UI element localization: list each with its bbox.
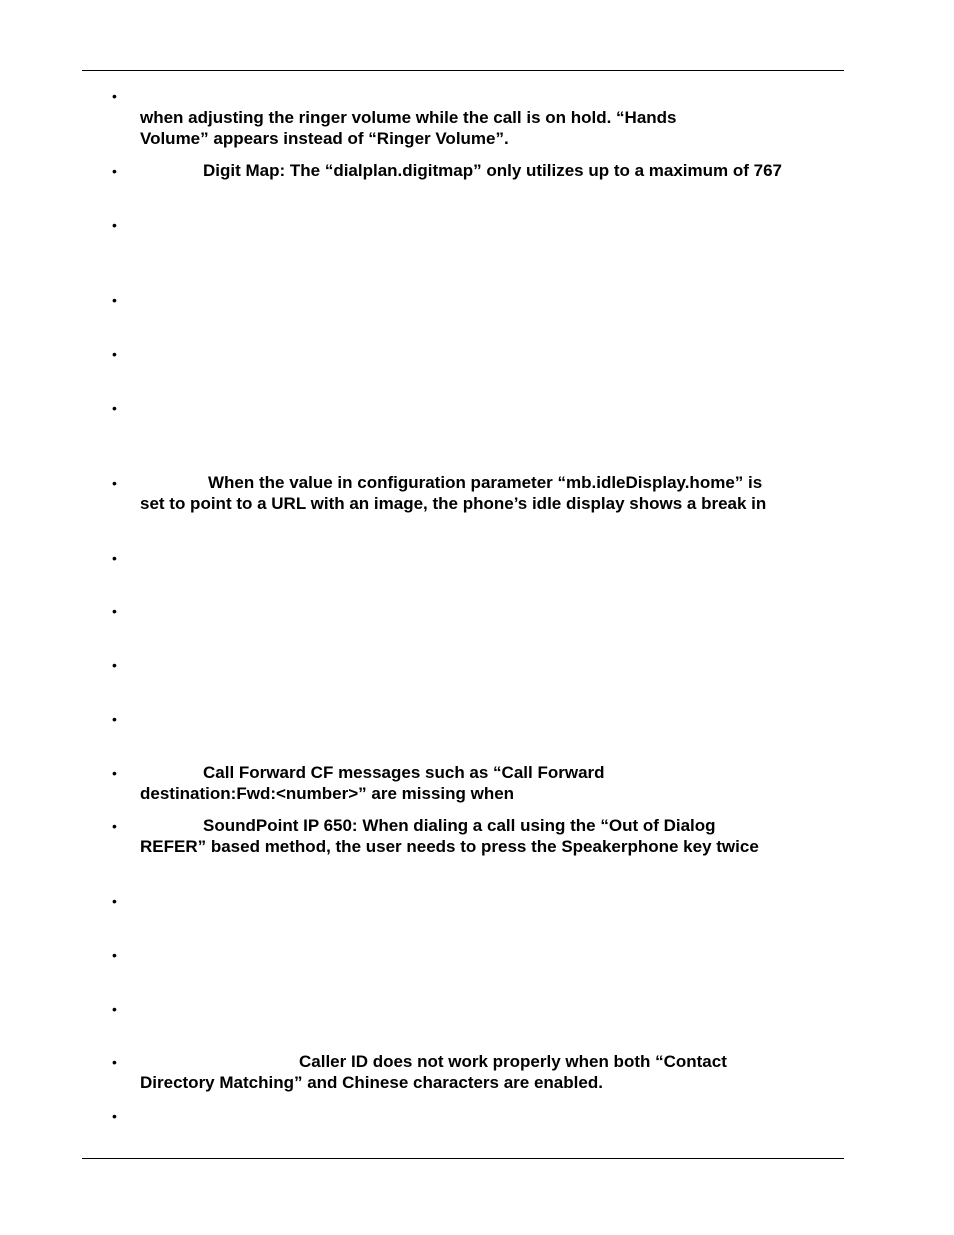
item-text-line: Volume” appears instead of “Ringer Volume”. bbox=[140, 129, 509, 148]
footer-rule bbox=[82, 1158, 844, 1159]
item-text-line: set to point to a URL with an image, the phone’s idle display shows a break in bbox=[140, 494, 767, 513]
bullet-marker: • bbox=[112, 1108, 117, 1124]
item-text-line: SoundPoint IP 650: When dialing a call using the “Out of Dialog bbox=[203, 816, 716, 835]
item-text-line: When the value in configuration parameter “mb.idleDisplay.home” is bbox=[208, 473, 763, 492]
item-text-line: destination:Fwd:<number>” are missing when bbox=[140, 784, 515, 803]
bullet-marker: • bbox=[112, 292, 117, 308]
bullet-marker: • bbox=[112, 1054, 117, 1070]
bullet-marker: • bbox=[112, 711, 117, 727]
item-text-line: REFER” based method, the user needs to press the Speakerphone key twice bbox=[140, 837, 759, 856]
bullet-marker: • bbox=[112, 400, 117, 416]
item-text-line: Directory Matching” and Chinese characters are enabled. bbox=[140, 1073, 603, 1092]
header-rule bbox=[82, 70, 844, 71]
item-text-line: when adjusting the ringer volume while the call is on hold. “Hands bbox=[140, 108, 677, 127]
item-text-line: Digit Map: The “dialplan.digitmap” only utilizes up to a maximum of 767 bbox=[203, 161, 783, 180]
bullet-marker: • bbox=[112, 88, 117, 104]
item-text-line: Caller ID does not work properly when both “Contact bbox=[299, 1052, 727, 1071]
bullet-marker: • bbox=[112, 657, 117, 673]
bullet-marker: • bbox=[112, 550, 117, 566]
bullet-marker: • bbox=[112, 475, 117, 491]
bullet-marker: • bbox=[112, 163, 117, 179]
bullet-marker: • bbox=[112, 818, 117, 834]
bullet-marker: • bbox=[112, 603, 117, 619]
bullet-marker: • bbox=[112, 893, 117, 909]
bullet-marker: • bbox=[112, 346, 117, 362]
item-text-line: Call Forward CF messages such as “Call Forward bbox=[203, 763, 605, 782]
bullet-marker: • bbox=[112, 217, 117, 233]
bullet-marker: • bbox=[112, 1001, 117, 1017]
bullet-marker: • bbox=[112, 765, 117, 781]
bullet-marker: • bbox=[112, 947, 117, 963]
